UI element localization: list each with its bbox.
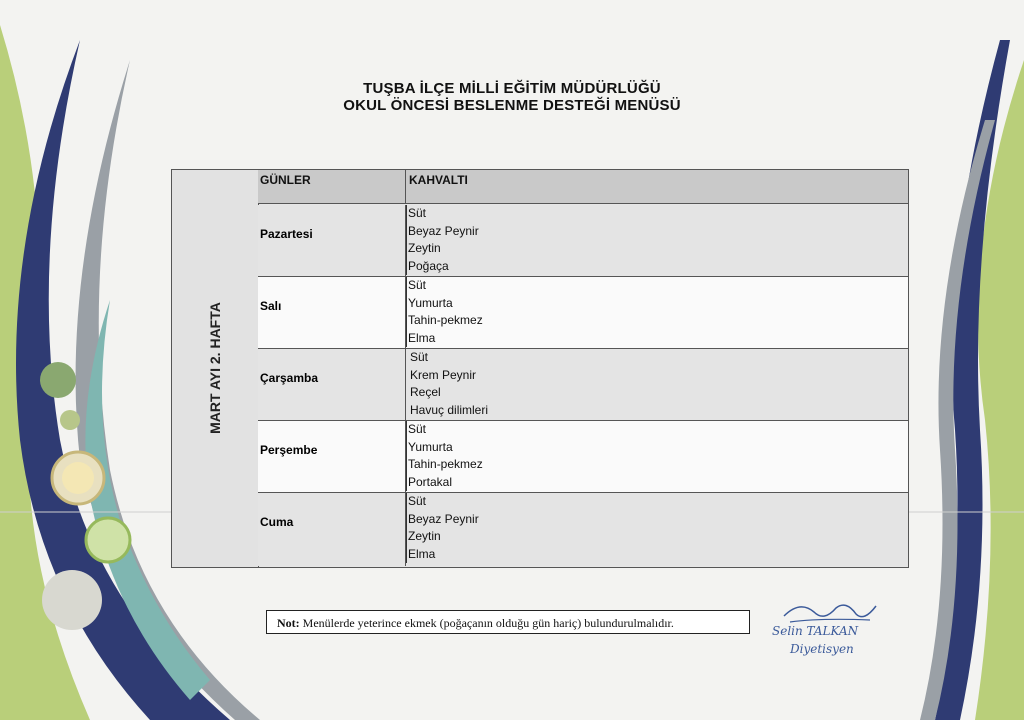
day-cell [258, 421, 406, 492]
header-days: GÜNLER [258, 170, 406, 204]
food-item: Elma [406, 330, 435, 348]
note-text: Menülerde yeterince ekmek (poğaçanın olduğu gün hariç) bulundurulmalıdır. [302, 616, 674, 630]
food-item: Süt [406, 205, 426, 223]
food-item: Yumurta [406, 295, 453, 313]
table-row [258, 349, 908, 421]
food-item: Yumurta [406, 439, 453, 457]
fruit-small [60, 410, 80, 430]
day-cell [258, 493, 406, 566]
table-row [258, 277, 908, 349]
food-item: Tahin-pekmez [406, 456, 483, 474]
day-name: Salı [260, 299, 282, 313]
document-title [0, 80, 1024, 114]
food-item: Süt [406, 277, 426, 295]
signature [760, 598, 870, 670]
food-item: Zeytin [406, 528, 441, 546]
note-box [266, 610, 750, 634]
day-name: Çarşamba [260, 371, 319, 385]
week-label-cell [172, 170, 259, 567]
title-line-1: TUŞBA İLÇE MİLLİ EĞİTİM MÜDÜRLÜĞÜ [363, 80, 661, 97]
signature-title: Diyetisyen [790, 642, 854, 656]
foods-cell [406, 205, 908, 276]
food-item: Tahin-pekmez [406, 312, 483, 330]
table-row [258, 421, 908, 493]
food-item: Zeytin [406, 240, 441, 258]
day-cell [258, 277, 406, 348]
menu-table [171, 169, 909, 568]
table-row [258, 205, 908, 277]
food-item: Havuç dilimleri [410, 402, 489, 417]
day-name: Perşembe [260, 443, 318, 457]
fruit-orange-inner [62, 462, 94, 494]
week-label: MART AYI 2. HAFTA [207, 302, 223, 434]
title-line-2: OKUL ÖNCESİ BESLENME DESTEĞİ MENÜSÜ [343, 97, 681, 114]
food-item: Süt [410, 350, 429, 364]
header-meal: KAHVALTI [406, 170, 908, 204]
food-item: Poğaça [406, 258, 449, 276]
table-row [258, 493, 908, 566]
fruit-apple [40, 362, 76, 398]
foods-cell [406, 349, 908, 420]
foods-cell [406, 493, 908, 566]
signature-name: Selin TALKAN [772, 624, 859, 638]
day-cell [258, 205, 406, 276]
food-item: Beyaz Peynir [406, 511, 479, 529]
food-item: Beyaz Peynir [406, 223, 479, 241]
day-cell [258, 349, 406, 420]
note-label: Not: [277, 616, 300, 630]
food-item: Portakal [406, 474, 452, 492]
fruit-plate [42, 570, 102, 630]
food-item: Krem Peynir [410, 367, 477, 382]
fruit-lime [86, 518, 130, 562]
day-name: Cuma [260, 515, 294, 529]
foods-cell [406, 421, 908, 492]
food-item: Reçel [410, 385, 441, 399]
day-name: Pazartesi [260, 227, 313, 241]
foods-cell [406, 277, 908, 348]
food-item: Elma [406, 546, 435, 564]
food-item: Süt [406, 493, 426, 511]
food-item: Süt [406, 421, 426, 439]
